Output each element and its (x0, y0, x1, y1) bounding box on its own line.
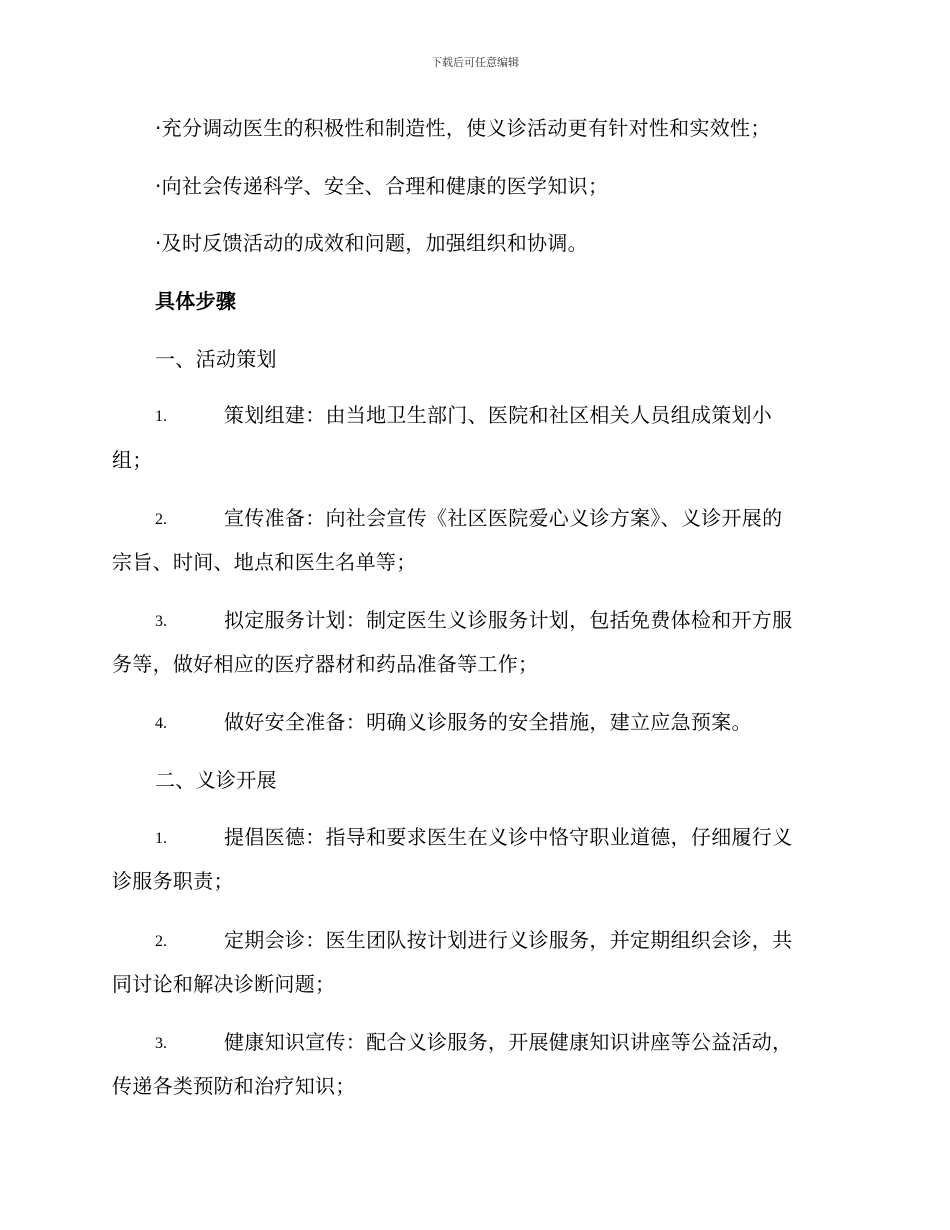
list-number: 1. (155, 830, 167, 847)
list-item-text: 拟定服务计划：制定医生义诊服务计划，包括免费体检和开方服 (224, 608, 793, 632)
list-item-text: 策划组建：由当地卫生部门、医院和社区相关人员组成策划小 (224, 403, 773, 427)
list-number: 2. (155, 933, 167, 950)
list-item-text-cont: 务等，做好相应的医疗器材和药品准备等工作； (112, 652, 539, 676)
list-number: 2. (155, 511, 167, 528)
section-heading: 具体步骤 (155, 289, 237, 313)
bullet-item: ·充分调动医生的积极性和制造性，使义诊活动更有针对性和实效性； (155, 116, 771, 140)
list-number: 4. (155, 715, 167, 732)
list-item-text: 定期会诊：医生团队按计划进行义诊服务，并定期组织会诊，共 (224, 928, 793, 952)
subsection-title: 一、活动策划 (155, 347, 277, 371)
list-item-text-cont: 组； (112, 448, 153, 472)
bullet-item: ·及时反馈活动的成效和问题，加强组织和协调。 (155, 231, 588, 255)
subsection-title: 二、义诊开展 (155, 768, 277, 792)
list-item-text-cont: 传递各类预防和治疗知识； (112, 1074, 356, 1098)
list-item-text-cont: 宗旨、时间、地点和医生名单等； (112, 550, 417, 574)
list-item-text: 健康知识宣传：配合义诊服务，开展健康知识讲座等公益活动， (224, 1030, 793, 1054)
page-header: 下载后可任意编辑 (431, 56, 519, 69)
list-number: 1. (155, 408, 167, 425)
list-number: 3. (155, 1035, 167, 1052)
list-item-text-cont: 诊服务职责； (112, 869, 234, 893)
list-item-text: 做好安全准备：明确义诊服务的安全措施，建立应急预案。 (224, 710, 752, 734)
list-item-text: 提倡医德：指导和要求医生在义诊中恪守职业道德，仔细履行义 (224, 825, 793, 849)
list-item-text: 宣传准备：向社会宣传《社区医院爱心义诊方案》、义诊开展的 (224, 506, 783, 530)
bullet-item: ·向社会传递科学、安全、合理和健康的医学知识； (155, 174, 609, 198)
list-number: 3. (155, 613, 167, 630)
list-item-text-cont: 同讨论和解决诊断问题； (112, 972, 336, 996)
